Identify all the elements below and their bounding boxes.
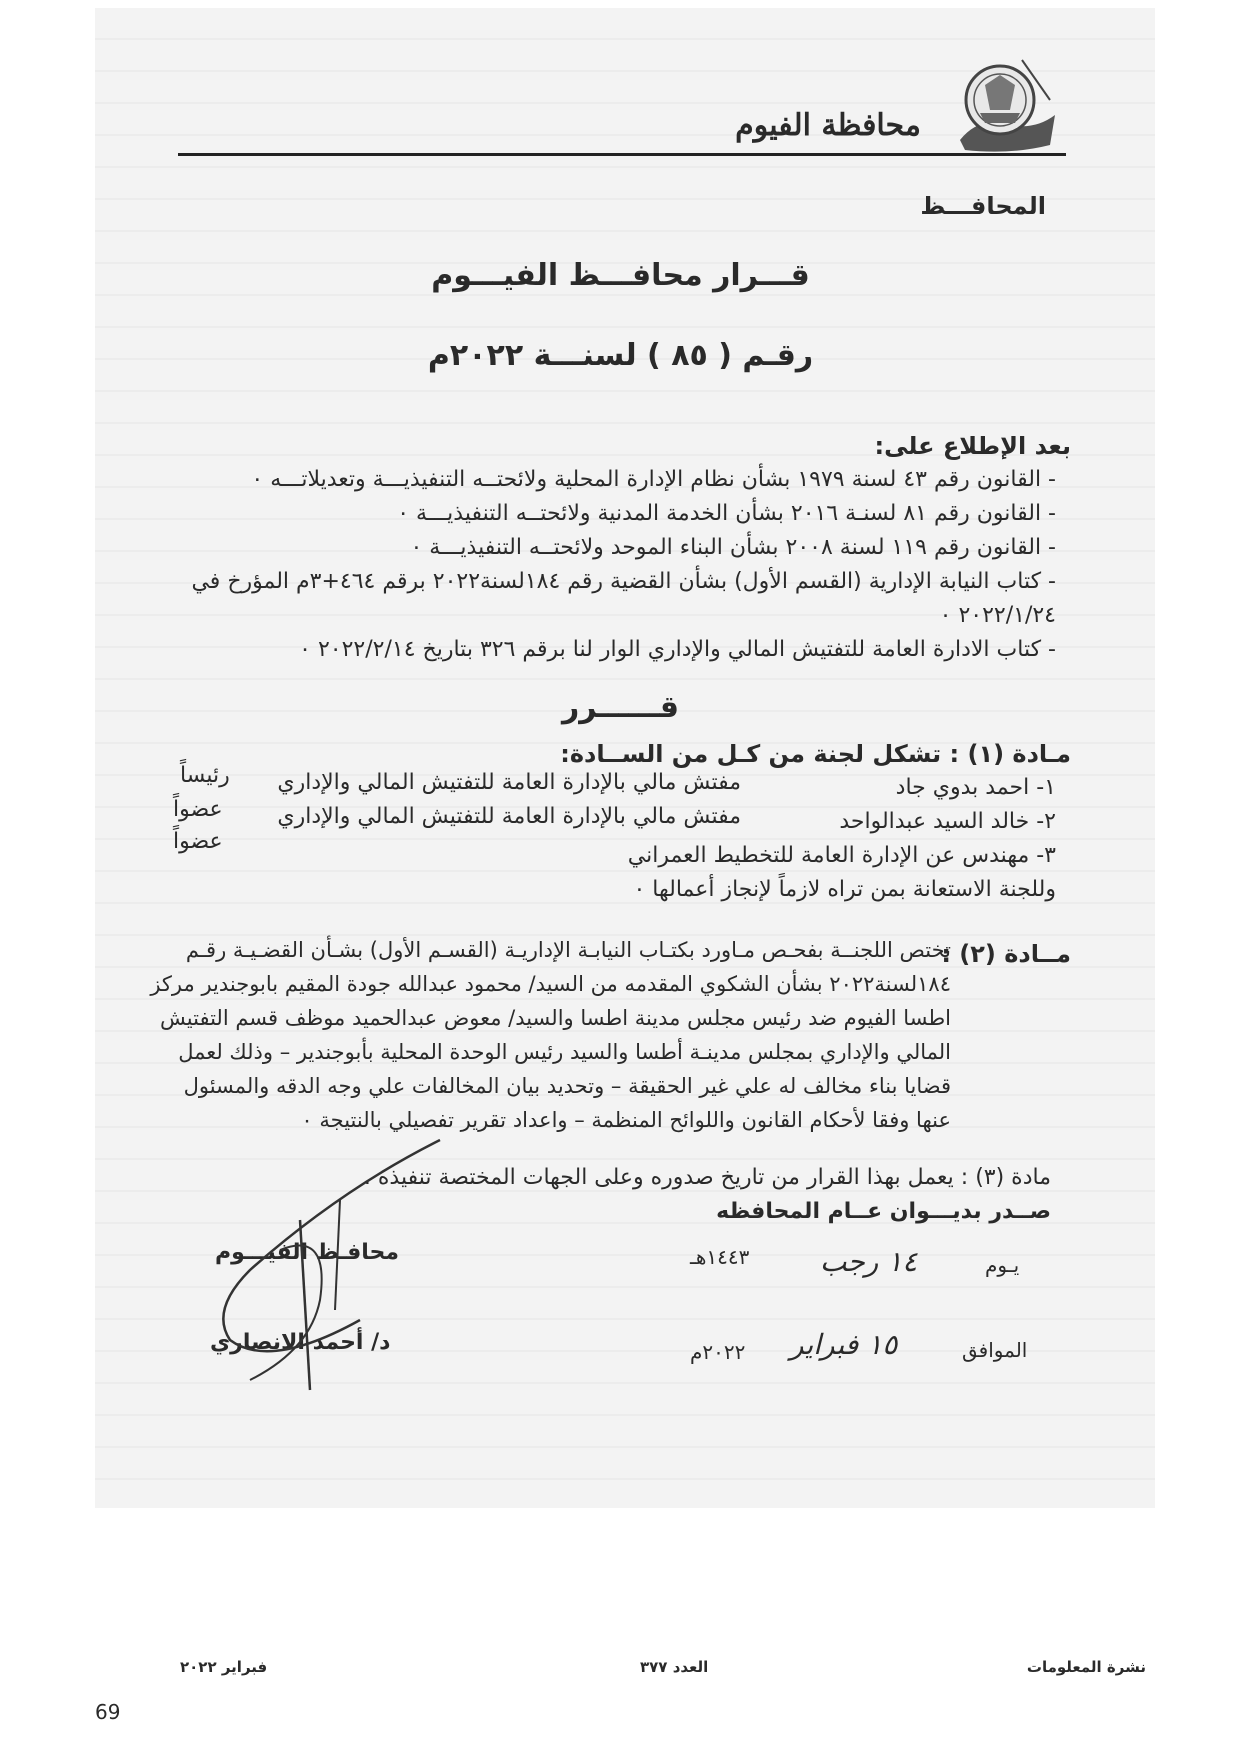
signatory-name: د/ أحمد الانصاري [210, 1330, 391, 1355]
preamble-item: - القانون رقم ٤٣ لسنة ١٩٧٩ بشأن نظام الإدارة المحلية ولائحتــه التنفيذيـــة وتعديلاتـــه ٠ [251, 467, 1056, 492]
footer-publication: نشرة المعلومات [1026, 1658, 1146, 1676]
signatory-title: محافـظ الفيـــوم [215, 1240, 399, 1265]
member-name: ٢- خالد السيد عبدالواحد [839, 809, 1056, 834]
preamble-item: - كتاب النيابة الإدارية (القسم الأول) بشأن القضية رقم ١٨٤لسنة٢٠٢٢ برقم ٤٦٤+٣م المؤرخ في [191, 569, 1056, 594]
footer-issue: العدد ٣٧٧ [640, 1658, 709, 1676]
preamble-item: - كتاب الادارة العامة للتفتيش المالي والإداري الوار لنا برقم ٣٢٦ بتاريخ ٢٠٢٢/٢/١٤ ٠ [299, 637, 1056, 662]
member-title: مفتش مالي بالإدارة العامة للتفتيش المالي والإداري [277, 804, 741, 829]
header-divider [178, 153, 1066, 156]
gregorian-year: ٢٠٢٢م [690, 1340, 746, 1364]
article3-text: مادة (٣) : يعمل بهذا القرار من تاريخ صدوره وعلى الجهات المختصة تنفيذه . [363, 1165, 1051, 1190]
preamble-item: - القانون رقم ١١٩ لسنة ٢٠٠٨ بشأن البناء الموحد ولائحتــه التنفيذيـــة ٠ [410, 535, 1056, 560]
member-role: عضواً [173, 829, 223, 854]
article2-line: ١٨٤لسنة٢٠٢٢ بشأن الشكوي المقدمه من السيد/ محمود عبدالله جودة المقيم بابوجندير مركز [150, 972, 951, 996]
article1-footer: وللجنة الاستعانة بمن تراه لازماً لإنجاز أعمالها ٠ [633, 877, 1056, 902]
article2-line: المالي والإداري بمجلس مدينـة أطسا والسيد رئيس الوحدة المحلية بأبوجندير – وذلك لعمل [178, 1040, 951, 1064]
decree-title: قـــرار محافـــظ الفيـــوم [431, 258, 810, 293]
governorate-name: محافظة الفيوم [735, 108, 921, 143]
governorate-seal-icon [950, 55, 1060, 155]
article2-line: عنها وفقا لأحكام القانون واللوائح المنظمة – واعداد تقرير تفصيلي بالنتيجة ٠ [301, 1108, 951, 1132]
member-name: ٣- مهندس عن الإدارة العامة للتخطيط العمراني [627, 843, 1056, 868]
office-label: المحافـــظ [920, 192, 1046, 220]
issued-at: صــدر بديـــوان عــام المحافظه [716, 1199, 1051, 1224]
member-name: ١- احمد بدوي جاد [895, 775, 1056, 800]
decree-number: رقـم ( ٨٥ ) لسنـــة ٢٠٢٢م [427, 338, 814, 373]
hijri-year: ١٤٤٣هـ [690, 1245, 750, 1269]
member-role: رئيساً [180, 763, 230, 788]
article2-heading: مــادة (٢) : [941, 940, 1071, 968]
footer-month: فبراير ٢٠٢٢ [180, 1658, 268, 1676]
preamble-item: ٢٠٢٢/١/٢٤ ٠ [939, 603, 1056, 628]
article2-line: اطسا الفيوم ضد رئيس مجلس مدينة اطسا والسيد/ معوض عبدالحميد موظف قسم التفتيش [160, 1006, 951, 1030]
member-title: مفتش مالي بالإدارة العامة للتفتيش المالي والإداري [277, 770, 741, 795]
gregorian-date-handwritten: ١٥ فبراير [790, 1328, 898, 1361]
preamble-item: - القانون رقم ٨١ لسنـة ٢٠١٦ بشأن الخدمة المدنية ولائحتــه التنفيذيـــة ٠ [397, 501, 1056, 526]
article2-line: تختص اللجنــة بفحـص مـاورد بكتـاب النيابـة الإداريـة (القسـم الأول) بشـأن القضـيـة رقـم [185, 938, 951, 962]
preamble-heading: بعد الإطلاع على: [874, 432, 1071, 460]
handwritten-signature-icon [190, 1130, 450, 1400]
article1-heading: مـادة (١) : تشكل لجنة من كـل من الســادة: [560, 740, 1071, 768]
member-role: عضواً [173, 797, 223, 822]
page-number: 69 [95, 1700, 121, 1724]
day-label: يـوم [985, 1253, 1020, 1277]
hijri-date-handwritten: ١٤ رجب [820, 1245, 918, 1278]
matching-label: الموافق [962, 1338, 1028, 1362]
decree-heading: قــــــرر [561, 690, 680, 725]
article2-line: قضايا بناء مخالف له علي غير الحقيقة – وتحديد بيان المخالفات علي وجه الدقه والمسئول [183, 1074, 951, 1098]
